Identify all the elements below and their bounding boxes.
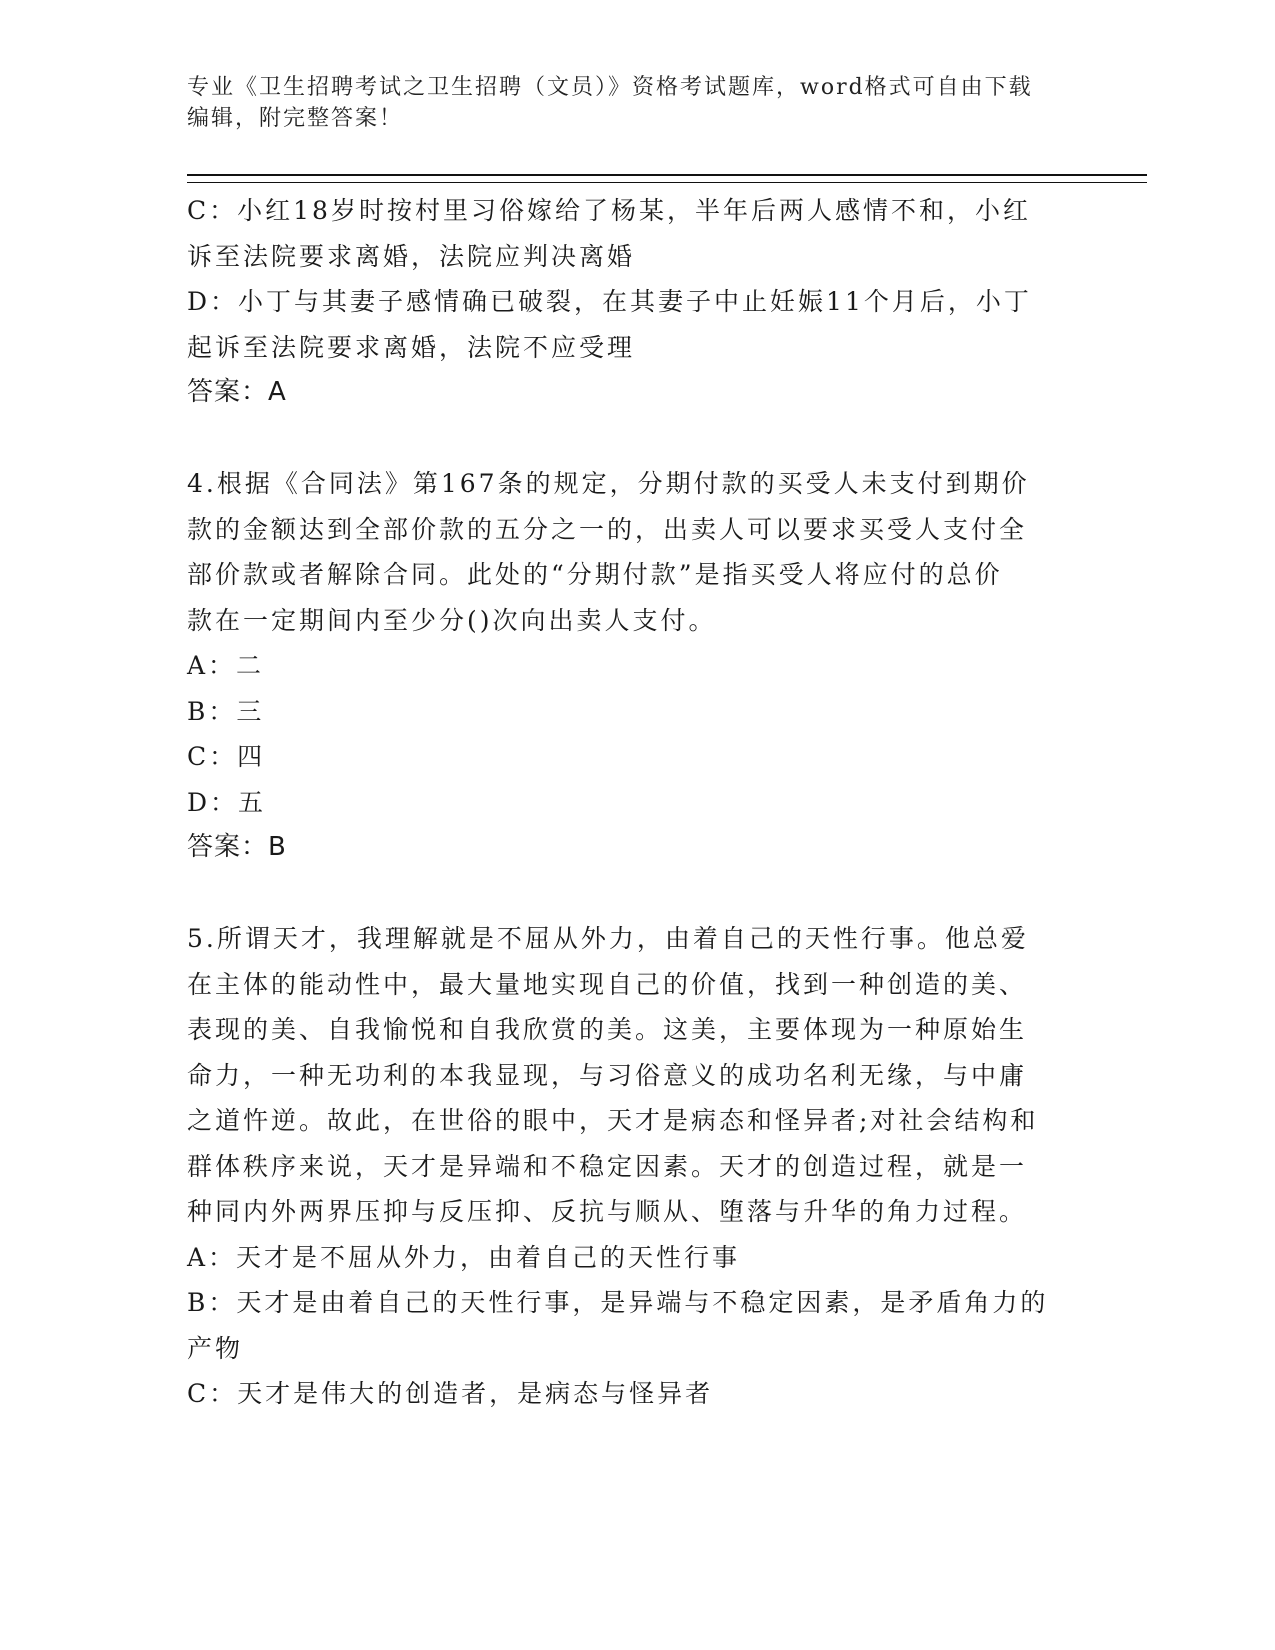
q4-stem-line-3: 部价款或者解除合同。此处的“分期付款”是指买受人将应付的总价 [187, 560, 1003, 589]
question-5 [187, 916, 1077, 1417]
q4-option-b: B：三 [187, 696, 265, 726]
q5-stem-line-5: 之道忤逆。故此，在世俗的眼中，天才是病态和怪异者;对社会结构和 [187, 1106, 1039, 1135]
q5-option-b-line-2: 产物 [187, 1333, 244, 1363]
q5-stem-line-7: 种同内外两界压抑与反压抑、反抗与顺从、堕落与升华的角力过程。 [187, 1197, 1028, 1226]
q5-option-b-line-1: B：天才是由着自己的天性行事，是异端与不稳定因素，是矛盾角力的 [187, 1288, 1049, 1317]
q4-option-c: C：四 [187, 742, 266, 771]
question-4 [187, 461, 1077, 871]
q5-stem-line-2: 在主体的能动性中，最大量地实现自己的价值，找到一种创造的美、 [187, 969, 1028, 999]
spacer [187, 871, 1077, 917]
q3-option-c-line-2: 诉至法院要求离婚，法院应判决离婚 [187, 241, 636, 271]
q5-stem-line-4: 命力，一种无功利的本我显现，与习俗意义的成功名利无缘，与中庸 [187, 1060, 1028, 1090]
q4-answer: 答案：B [187, 832, 287, 862]
q5-option-a: A：天才是不屈从外力，由着自己的天性行事 [187, 1242, 741, 1272]
q5-option-c: C：天才是伟大的创造者，是病态与怪异者 [187, 1379, 714, 1408]
q5-stem-line-1: 5.所谓天才，我理解就是不屈从外力，由着自己的天性行事。他总爱 [187, 924, 1029, 953]
spacer [187, 416, 1077, 462]
q3-option-d-line-2: 起诉至法院要求离婚，法院不应受理 [187, 332, 636, 362]
q5-stem-line-6: 群体秩序来说，天才是异端和不稳定因素。天才的创造过程，就是一 [187, 1151, 1028, 1181]
header-divider [187, 174, 1147, 183]
document-body [187, 188, 1077, 1417]
q4-stem-line-1: 4.根据《合同法》第167条的规定，分期付款的买受人未支付到期价 [187, 469, 1030, 498]
q5-stem-line-3: 表现的美、自我愉悦和自我欣赏的美。这美，主要体现为一种原始生 [187, 1015, 1028, 1044]
header-line-1: 专业《卫生招聘考试之卫生招聘（文员）》资格考试题库，word格式可自由下载 [187, 75, 1033, 100]
document-header [187, 72, 1087, 134]
q3-option-c-line-1: C：小红18岁时按村里习俗嫁给了杨某，半年后两人感情不和，小红 [187, 196, 1031, 225]
q3-answer: 答案：A [187, 377, 287, 407]
header-line-2: 编辑，附完整答案！ [187, 106, 404, 131]
q4-option-d: D：五 [187, 787, 267, 817]
question-3-continued [187, 188, 1077, 416]
q3-option-d-line-1: D：小丁与其妻子感情确已破裂，在其妻子中止妊娠11个月后，小丁 [187, 287, 1032, 316]
q4-stem-line-4: 款在一定期间内至少分()次向出卖人支付。 [187, 605, 717, 635]
q4-stem-line-2: 款的金额达到全部价款的五分之一的，出卖人可以要求买受人支付全 [187, 514, 1028, 544]
q4-option-a: A：二 [187, 651, 265, 680]
